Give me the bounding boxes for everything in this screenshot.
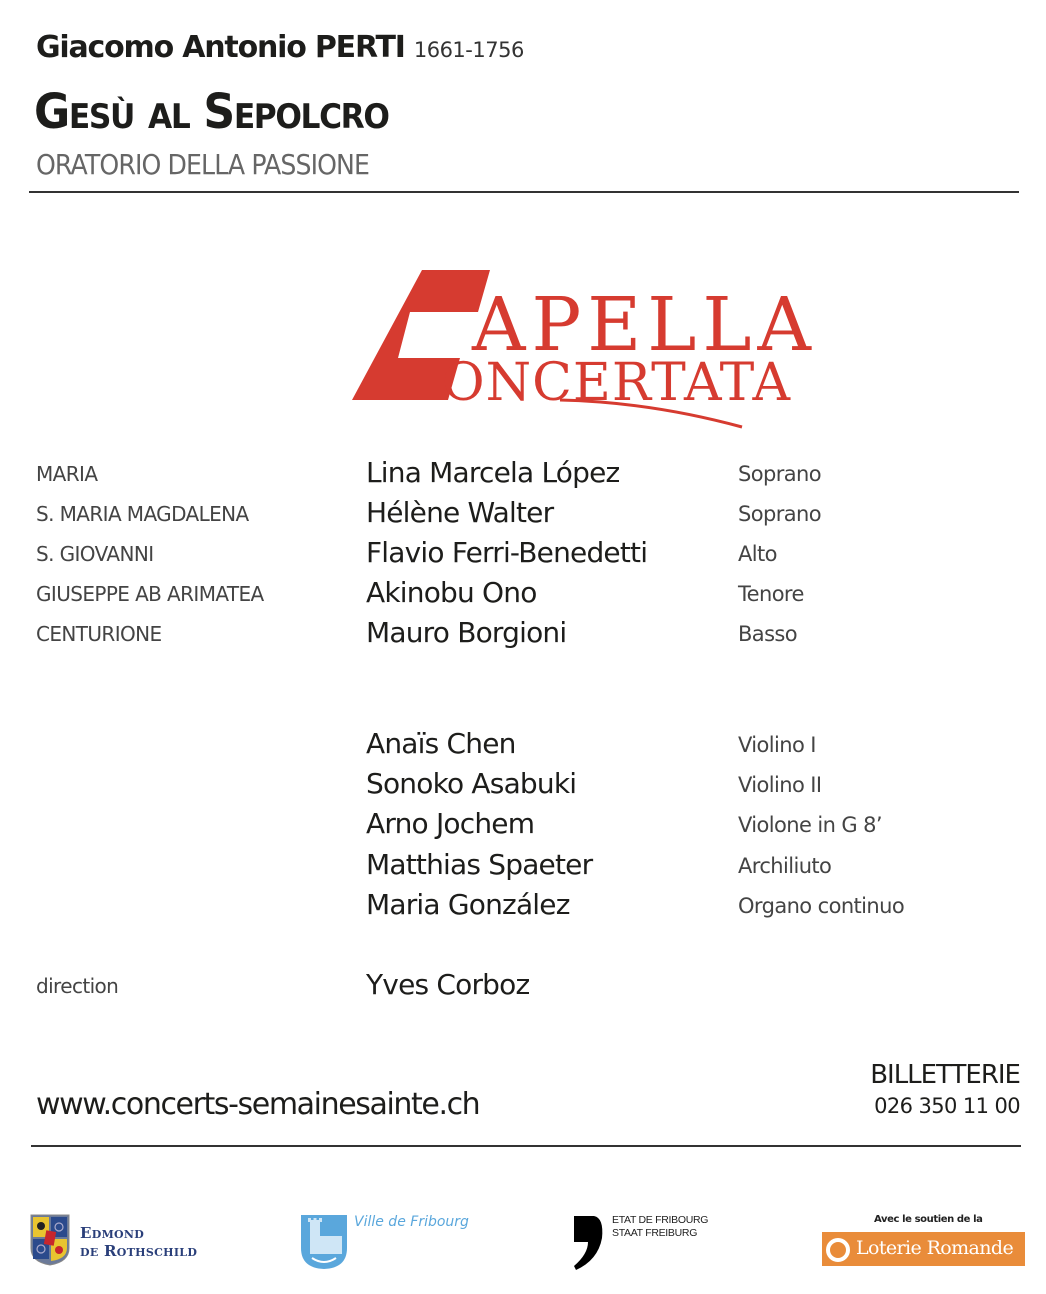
conductor-name: Yves Corboz [366, 968, 530, 1001]
voice-type: Tenore [738, 582, 804, 606]
instrument-name: Organo continuo [738, 894, 905, 918]
box-office-phone[interactable]: 026 350 11 00 [874, 1094, 1020, 1118]
voice-type: Soprano [738, 502, 821, 526]
instrumentalist-row [0, 807, 1046, 847]
role-name: MARIA [36, 462, 98, 486]
instrumentalist-row [0, 727, 1046, 767]
sponsor-name-line-2: de Rothschild [80, 1242, 198, 1260]
loterie-banner [822, 1232, 1025, 1266]
performer-name: Anaïs Chen [366, 727, 516, 760]
logo-line-2: ONCERTATA [442, 353, 792, 413]
footer-divider [31, 1145, 1021, 1147]
instrument-name: Violone in G 8’ [738, 813, 882, 837]
header-divider [29, 191, 1019, 193]
instrument-name: Violino II [738, 773, 822, 797]
logo-line-1: APELLA [472, 282, 817, 368]
castle-crest-icon [300, 1214, 348, 1270]
direction-row [0, 968, 1046, 1008]
ensemble-logo [350, 262, 830, 432]
instrumentalist-row [0, 888, 1046, 928]
performer-name: Sonoko Asabuki [366, 767, 577, 800]
performer-name: Matthias Spaeter [366, 848, 593, 881]
performer-name: Flavio Ferri-Benedetti [366, 536, 648, 569]
sponsor-name-line-2: STAAT FREIBURG [612, 1227, 698, 1239]
role-name: S. GIOVANNI [36, 542, 154, 566]
box-office-label: BILLETTERIE [870, 1060, 1020, 1090]
voice-type: Basso [738, 622, 798, 646]
instrument-name: Archiliuto [738, 854, 832, 878]
role-name: S. MARIA MAGDALENA [36, 502, 249, 526]
performer-name: Lina Marcela López [366, 456, 620, 489]
role-name: GIUSEPPE AB ARIMATEA [36, 582, 264, 606]
cast-row [0, 496, 1046, 536]
performer-name: Arno Jochem [366, 807, 535, 840]
work-subtitle: ORATORIO DELLA PASSIONE [36, 148, 370, 181]
voice-type: Alto [738, 542, 777, 566]
sponsor-name: Ville de Fribourg [354, 1214, 469, 1230]
coat-of-arms-icon [30, 1214, 70, 1266]
instrument-name: Violino I [738, 733, 816, 757]
cast-row [0, 576, 1046, 616]
direction-label: direction [36, 974, 119, 998]
sponsor-name [80, 1224, 197, 1260]
work-title: Gesù al Sepolcro [34, 84, 389, 140]
sponsor-name [612, 1214, 708, 1240]
instrumentalist-row [0, 767, 1046, 807]
performer-name: Maria González [366, 888, 570, 921]
voice-type: Soprano [738, 462, 821, 486]
sponsor-name-line-1: Edmond [80, 1224, 145, 1242]
composer-name: Giacomo Antonio PERTI [36, 30, 405, 65]
role-name: CENTURIONE [36, 622, 162, 646]
sponsor-name: Loterie Romande [856, 1237, 1014, 1259]
cast-row [0, 616, 1046, 656]
composer-line [36, 30, 524, 65]
comma-mark-icon [574, 1214, 604, 1270]
ring-icon [826, 1238, 850, 1262]
performer-name: Mauro Borgioni [366, 616, 567, 649]
capella-concertata-logo-icon [350, 262, 830, 432]
instrumentalist-row [0, 848, 1046, 888]
performer-name: Hélène Walter [366, 496, 554, 529]
website-link[interactable]: www.concerts-semainesainte.ch [36, 1087, 480, 1122]
performer-name: Akinobu Ono [366, 576, 537, 609]
sponsor-name-line-1: ETAT DE FRIBOURG [612, 1214, 709, 1226]
composer-dates: 1661-1756 [413, 38, 524, 62]
sponsor-tagline: Avec le soutien de la [874, 1214, 983, 1225]
cast-row [0, 456, 1046, 496]
cast-row [0, 536, 1046, 576]
